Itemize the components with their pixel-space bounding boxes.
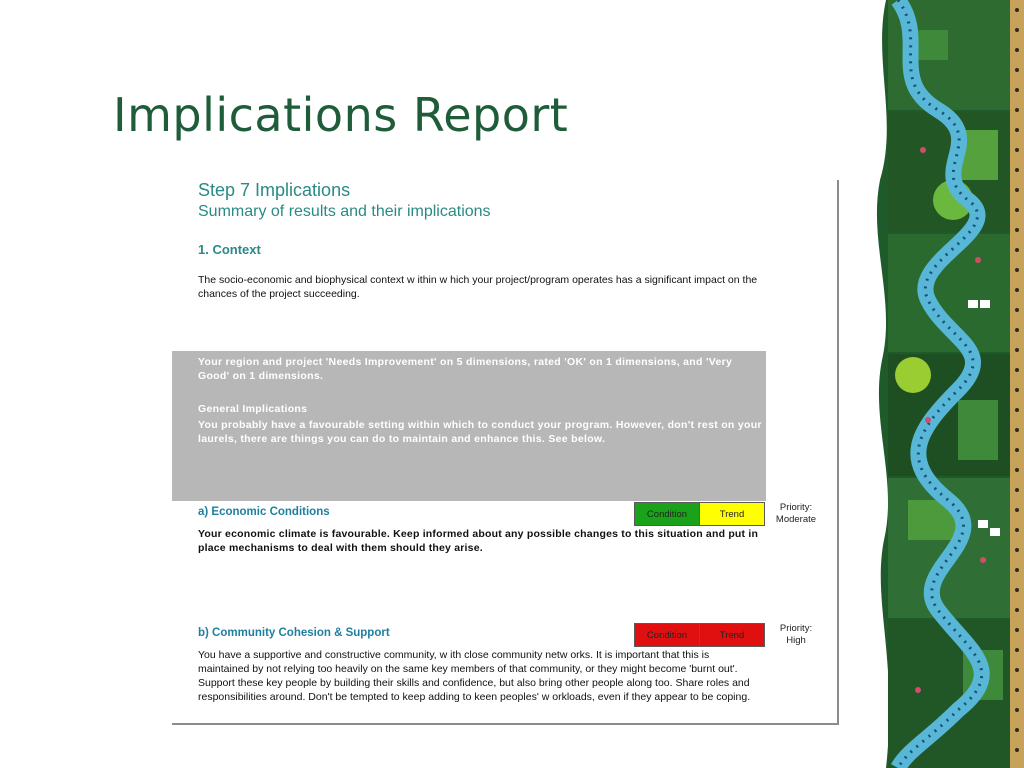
step-title: Step 7 Implications: [198, 180, 351, 200]
rating-summary: Your region and project 'Needs Improvement' on 5 dimensions, rated 'OK' on 1 dimensions, and 'Very Good' on 1 dimensions.: [198, 356, 733, 382]
section-heading: 1. Context: [198, 242, 261, 257]
condition-badge: Condition: [635, 503, 699, 525]
trend-badge: Trend: [699, 624, 764, 646]
community-priority: [766, 623, 826, 647]
summary-box: [172, 351, 766, 501]
economic-conditions-heading: a) Economic Conditions: [198, 506, 330, 518]
priority-value: High: [786, 635, 806, 646]
step-subtitle: Summary of results and their implications: [198, 203, 491, 220]
document-screenshot: [172, 180, 839, 725]
context-text: The socio-economic and biophysical context w ithin w hich your project/program operates has a significant impact on the chances of the project succeeding.: [198, 274, 758, 300]
general-implications-heading: General Implications: [198, 403, 308, 415]
slide-title: Implications Report: [113, 88, 569, 142]
priority-value: Moderate: [775, 514, 817, 525]
community-status-badges: [634, 623, 765, 647]
condition-badge: Condition: [635, 624, 699, 646]
decorative-artwork: [868, 0, 1024, 768]
community-cohesion-text: You have a supportive and constructive community, w ith close community netw orks. It is important that this is maintained by not relying too heavily on the same key members of that community, or they might become 'burnt out'. Support these key people by building their skills and confidence, but also bring other people along too. Share roles and responsibilities around. Don't be tempted to keep adding to keen peoples' w orkloads, even if they appear to be coping.: [198, 649, 751, 703]
community-cohesion-heading: b) Community Cohesion & Support: [198, 627, 390, 639]
economic-status-badges: [634, 502, 765, 526]
priority-label: Priority:: [779, 502, 813, 513]
economic-conditions-text: Your economic climate is favourable. Keep informed about any possible changes to this situation and put in place mechanisms to deal with them should they arise.: [198, 528, 759, 554]
general-implications-text: You probably have a favourable setting within which to conduct your program. However, don't rest on your laurels, there are things you can do to maintain and enhance this. See below.: [198, 419, 762, 445]
economic-priority: [766, 502, 826, 526]
priority-label: Priority:: [779, 623, 813, 634]
trend-badge: Trend: [699, 503, 764, 525]
